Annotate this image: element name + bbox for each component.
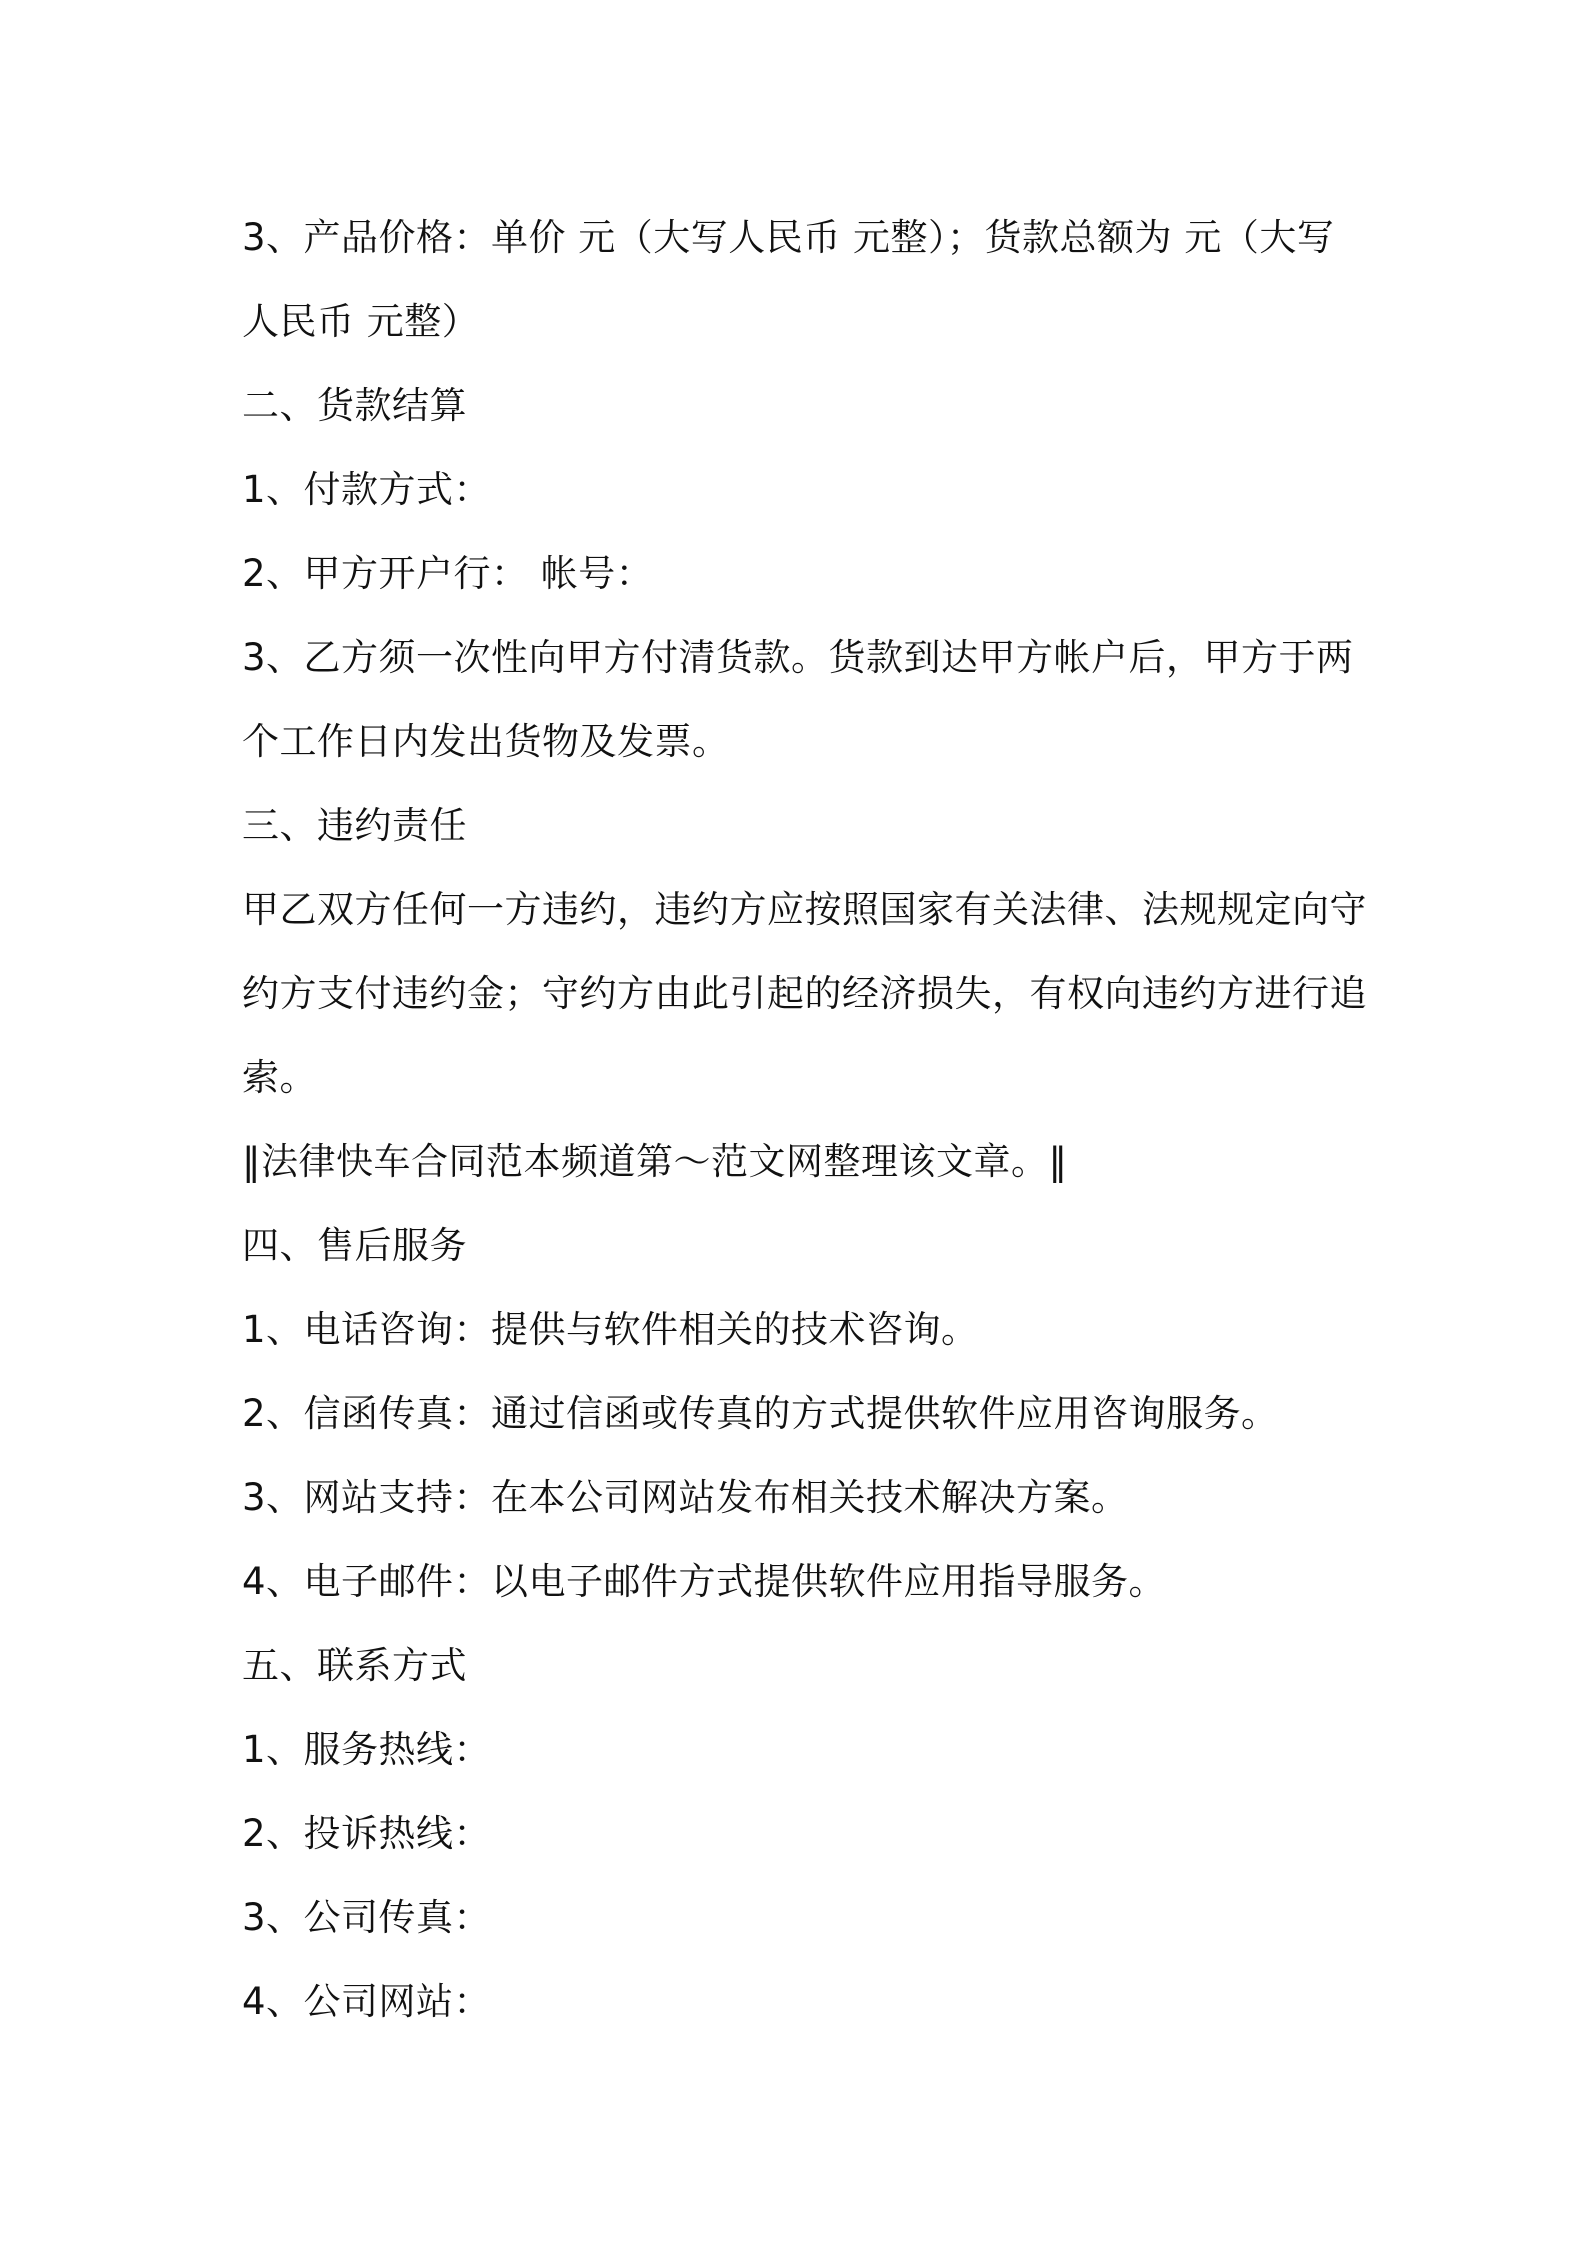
liability-paragraph-line-1: 甲乙双方任何一方违约，违约方应按照国家有关法律、法规规定向守 bbox=[242, 888, 1367, 931]
section-heading-payment: 二、货款结算 bbox=[242, 384, 467, 427]
company-website-line: 4、公司网站： bbox=[242, 1980, 492, 2023]
liability-paragraph-line-3: 索。 bbox=[242, 1056, 317, 1099]
contract-text bbox=[242, 196, 1367, 2044]
email-support-line: 4、电子邮件：以电子邮件方式提供软件应用指导服务。 bbox=[242, 1560, 1167, 1603]
section-heading-liability: 三、违约责任 bbox=[242, 804, 467, 847]
section-heading-contact: 五、联系方式 bbox=[242, 1644, 467, 1687]
price-line-continued: 人民币 元整） bbox=[242, 300, 480, 343]
source-note-line: ‖法律快车合同范本频道第～范文网整理该文章。‖ bbox=[242, 1140, 1068, 1183]
price-line: 3、产品价格：单价 元（大写人民币 元整）；货款总额为 元（大写 bbox=[242, 216, 1335, 259]
website-support-line: 3、网站支持：在本公司网站发布相关技术解决方案。 bbox=[242, 1476, 1129, 1519]
service-hotline-line: 1、服务热线： bbox=[242, 1728, 492, 1771]
bank-account-line: 2、甲方开户行： 帐号： bbox=[242, 552, 654, 595]
phone-consulting-line: 1、电话咨询：提供与软件相关的技术咨询。 bbox=[242, 1308, 979, 1351]
payment-method-line: 1、付款方式： bbox=[242, 468, 492, 511]
company-fax-line: 3、公司传真： bbox=[242, 1896, 492, 1939]
liability-paragraph-line-2: 约方支付违约金；守约方由此引起的经济损失，有权向违约方进行追 bbox=[242, 972, 1367, 1015]
section-heading-after-sales: 四、售后服务 bbox=[242, 1224, 467, 1267]
letter-fax-line: 2、信函传真：通过信函或传真的方式提供软件应用咨询服务。 bbox=[242, 1392, 1279, 1435]
payment-terms-line-continued: 个工作日内发出货物及发票。 bbox=[242, 720, 730, 763]
complaint-hotline-line: 2、投诉热线： bbox=[242, 1812, 492, 1855]
payment-terms-line: 3、乙方须一次性向甲方付清货款。货款到达甲方帐户后，甲方于两 bbox=[242, 636, 1354, 679]
